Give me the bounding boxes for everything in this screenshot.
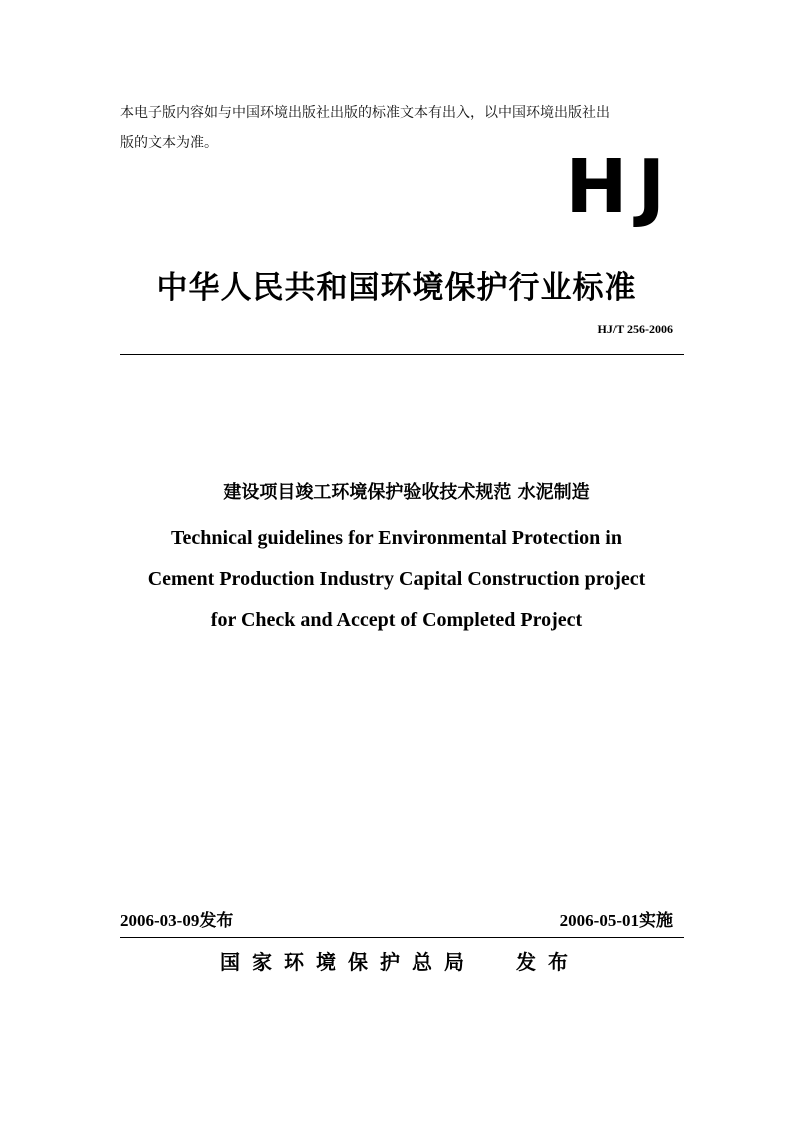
issue-date-label: 发布 xyxy=(199,911,234,931)
disclaimer-line-2: 版的文本为准。 xyxy=(120,135,218,151)
issuing-authority xyxy=(220,946,580,975)
effective-date xyxy=(560,906,673,931)
title-en-line-1: Technical guidelines for Environmental Protection in xyxy=(171,527,622,549)
document-title-cn: 建设项目竣工环境保护验收技术规范 水泥制造 xyxy=(223,482,590,503)
title-en-line-2: Cement Production Industry Capital Construction project xyxy=(147,568,646,590)
effective-date-label: 实施 xyxy=(639,911,673,931)
disclaimer-line-1: 本电子版内容如与中国环境出版社出版的标准文本有出入，以中国环境出版社出 xyxy=(120,105,610,121)
top-divider xyxy=(120,354,684,355)
issue-date-value: 2006-03-09 xyxy=(120,911,200,930)
standard-category-title: 中华人民共和国环境保护行业标准 xyxy=(156,270,637,306)
title-en-line-3: for Check and Accept of Completed Project xyxy=(210,609,583,631)
bottom-divider xyxy=(120,937,684,938)
hj-logo: HJ xyxy=(565,144,675,230)
effective-date-value: 2006-05-01 xyxy=(559,911,639,930)
standard-code: HJ/T 256-2006 xyxy=(597,322,673,336)
issuer-name: 国家环境保护总局 xyxy=(220,950,476,974)
issue-date xyxy=(120,906,233,931)
document-title-en xyxy=(0,518,793,641)
issuer-action: 发布 xyxy=(516,950,580,974)
